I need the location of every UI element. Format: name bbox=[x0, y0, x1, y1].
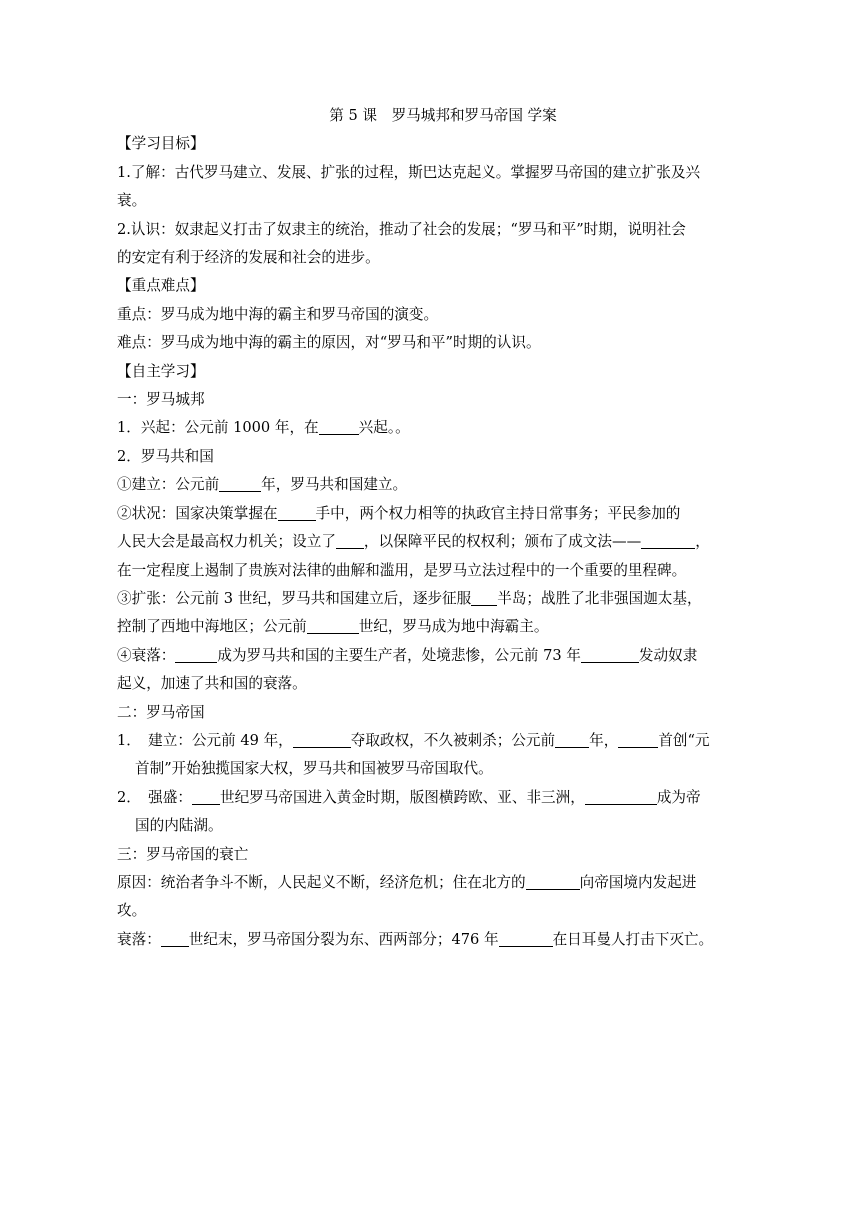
objective-2-line-1: 2.认识：奴隶起义打击了奴隶主的统治，推动了社会的发展；“罗马和平”时期，说明社会 bbox=[117, 220, 686, 238]
cause-line-2: 攻。 bbox=[117, 902, 147, 920]
key-points-heading: 【重点难点】 bbox=[117, 277, 205, 295]
worksheet-page bbox=[117, 102, 739, 954]
status-line-3: 在一定程度上遏制了贵族对法律的曲解和滥用，是罗马立法过程中的一个重要的里程碑。 bbox=[117, 561, 687, 579]
decline-text-c: 发动奴隶 bbox=[638, 646, 698, 664]
fill-blank[interactable] bbox=[336, 532, 364, 549]
establish-text-a: 1． 建立：公元前 49 年， bbox=[117, 731, 293, 749]
cause-text-a: 原因：统治者争斗不断，人民起义不断，经济危机；住在北方的 bbox=[117, 873, 526, 891]
cause-text-b: 向帝国境内发起进 bbox=[579, 873, 697, 891]
fill-blank[interactable] bbox=[219, 475, 261, 492]
fill-blank[interactable] bbox=[293, 731, 351, 748]
fill-blank[interactable] bbox=[471, 589, 497, 606]
fill-blank[interactable] bbox=[278, 504, 316, 521]
decline-line-2: 起义，加速了共和国的衰落。 bbox=[117, 675, 307, 693]
founding-line bbox=[117, 471, 739, 499]
fill-blank[interactable] bbox=[192, 788, 220, 805]
expand-text-c: 控制了西地中海地区；公元前 bbox=[117, 618, 307, 636]
expand-text-a: ③扩张：公元前 3 世纪，罗马共和国建立后，逐步征服 bbox=[117, 589, 472, 607]
fall-line bbox=[117, 926, 739, 954]
republic-heading: 2．罗马共和国 bbox=[117, 447, 214, 465]
peak-text-c: 成为帝 bbox=[656, 788, 701, 806]
peak-line-2: 国的内陆湖。 bbox=[135, 817, 223, 835]
objective-1-line-1: 1.了解：古代罗马建立、发展、扩张的过程，斯巴达克起义。掌握罗马帝国的建立扩张及兴 bbox=[117, 163, 701, 181]
fall-text-b: 世纪末，罗马帝国分裂为东、西两部分；476 年 bbox=[188, 930, 499, 948]
cause-line-1 bbox=[117, 869, 739, 897]
peak-text-a: 2． 强盛： bbox=[117, 788, 192, 806]
peak-line-1 bbox=[117, 784, 739, 812]
establish-text-b: 夺取政权，不久被刺杀；公元前 bbox=[350, 731, 556, 749]
expand-text-b: 半岛；战胜了北非强国迦太基， bbox=[497, 589, 702, 607]
founding-text-b: 年，罗马共和国建立。 bbox=[261, 476, 408, 494]
status-text-b: 手中，两个权力相等的执政官主持日常事务；平民参加的 bbox=[315, 504, 681, 522]
fill-blank[interactable] bbox=[555, 731, 589, 748]
page-title: 第 5 课 罗马城邦和罗马帝国 学案 bbox=[329, 107, 557, 124]
status-line-2 bbox=[117, 528, 739, 556]
fill-blank[interactable] bbox=[581, 646, 639, 663]
status-text-d: ，以保障平民的权权利；颁布了成文法—— bbox=[363, 533, 642, 551]
fall-text-c: 在日耳曼人打击下灭亡。 bbox=[552, 930, 714, 948]
objectives-heading: 【学习目标】 bbox=[117, 135, 205, 153]
fill-blank[interactable] bbox=[319, 418, 359, 435]
rise-line bbox=[117, 414, 739, 442]
decline-text-b: 成为罗马共和国的主要生产者，处境悲惨，公元前 73 年 bbox=[217, 646, 581, 664]
fill-blank[interactable] bbox=[161, 930, 189, 947]
fill-blank[interactable] bbox=[307, 617, 359, 634]
self-study-heading: 【自主学习】 bbox=[117, 362, 205, 380]
expand-text-d: 世纪，罗马成为地中海霸主。 bbox=[358, 618, 549, 636]
fill-blank[interactable] bbox=[585, 788, 657, 805]
status-text-a: ②状况：国家决策掌握在 bbox=[117, 504, 278, 522]
fill-blank[interactable] bbox=[526, 873, 580, 890]
establish-text-c: 年， bbox=[589, 731, 619, 749]
fill-blank[interactable] bbox=[175, 646, 217, 663]
establish-line-1 bbox=[117, 727, 739, 755]
fill-blank[interactable] bbox=[618, 731, 658, 748]
decline-line-1 bbox=[117, 642, 739, 670]
establish-text-d: 首创“元 bbox=[658, 731, 710, 749]
section-3-heading: 三：罗马帝国的衰亡 bbox=[117, 845, 249, 863]
section-2-heading: 二：罗马帝国 bbox=[117, 703, 205, 721]
rise-text-a: 1．兴起：公元前 1000 年，在 bbox=[117, 419, 319, 437]
establish-line-2: 首制”开始独揽国家大权，罗马共和国被罗马帝国取代。 bbox=[135, 760, 493, 778]
objective-1-line-2: 衰。 bbox=[117, 192, 147, 210]
expand-line-2 bbox=[117, 613, 739, 641]
status-text-c: 人民大会是最高权力机关；设立了 bbox=[117, 533, 336, 551]
founding-text-a: ①建立：公元前 bbox=[117, 476, 220, 494]
fall-text-a: 衰落： bbox=[117, 930, 161, 948]
difficulty-text: 难点：罗马成为地中海的霸主的原因，对“罗马和平”时期的认识。 bbox=[117, 334, 541, 352]
rise-text-b: 兴起。。 bbox=[358, 419, 410, 437]
fill-blank[interactable] bbox=[641, 532, 695, 549]
section-1-heading: 一：罗马城邦 bbox=[117, 391, 205, 409]
decline-text-a: ④衰落： bbox=[117, 646, 176, 664]
expand-line-1 bbox=[117, 585, 739, 613]
focus-text: 重点：罗马成为地中海的霸主和罗马帝国的演变。 bbox=[117, 305, 439, 323]
status-line-1 bbox=[117, 500, 739, 528]
peak-text-b: 世纪罗马帝国进入黄金时期，版图横跨欧、亚、非三洲， bbox=[219, 788, 585, 806]
status-text-e: ， bbox=[695, 533, 710, 551]
fill-blank[interactable] bbox=[499, 930, 553, 947]
objective-2-line-2: 的安定有利于经济的发展和社会的进步。 bbox=[117, 249, 380, 267]
